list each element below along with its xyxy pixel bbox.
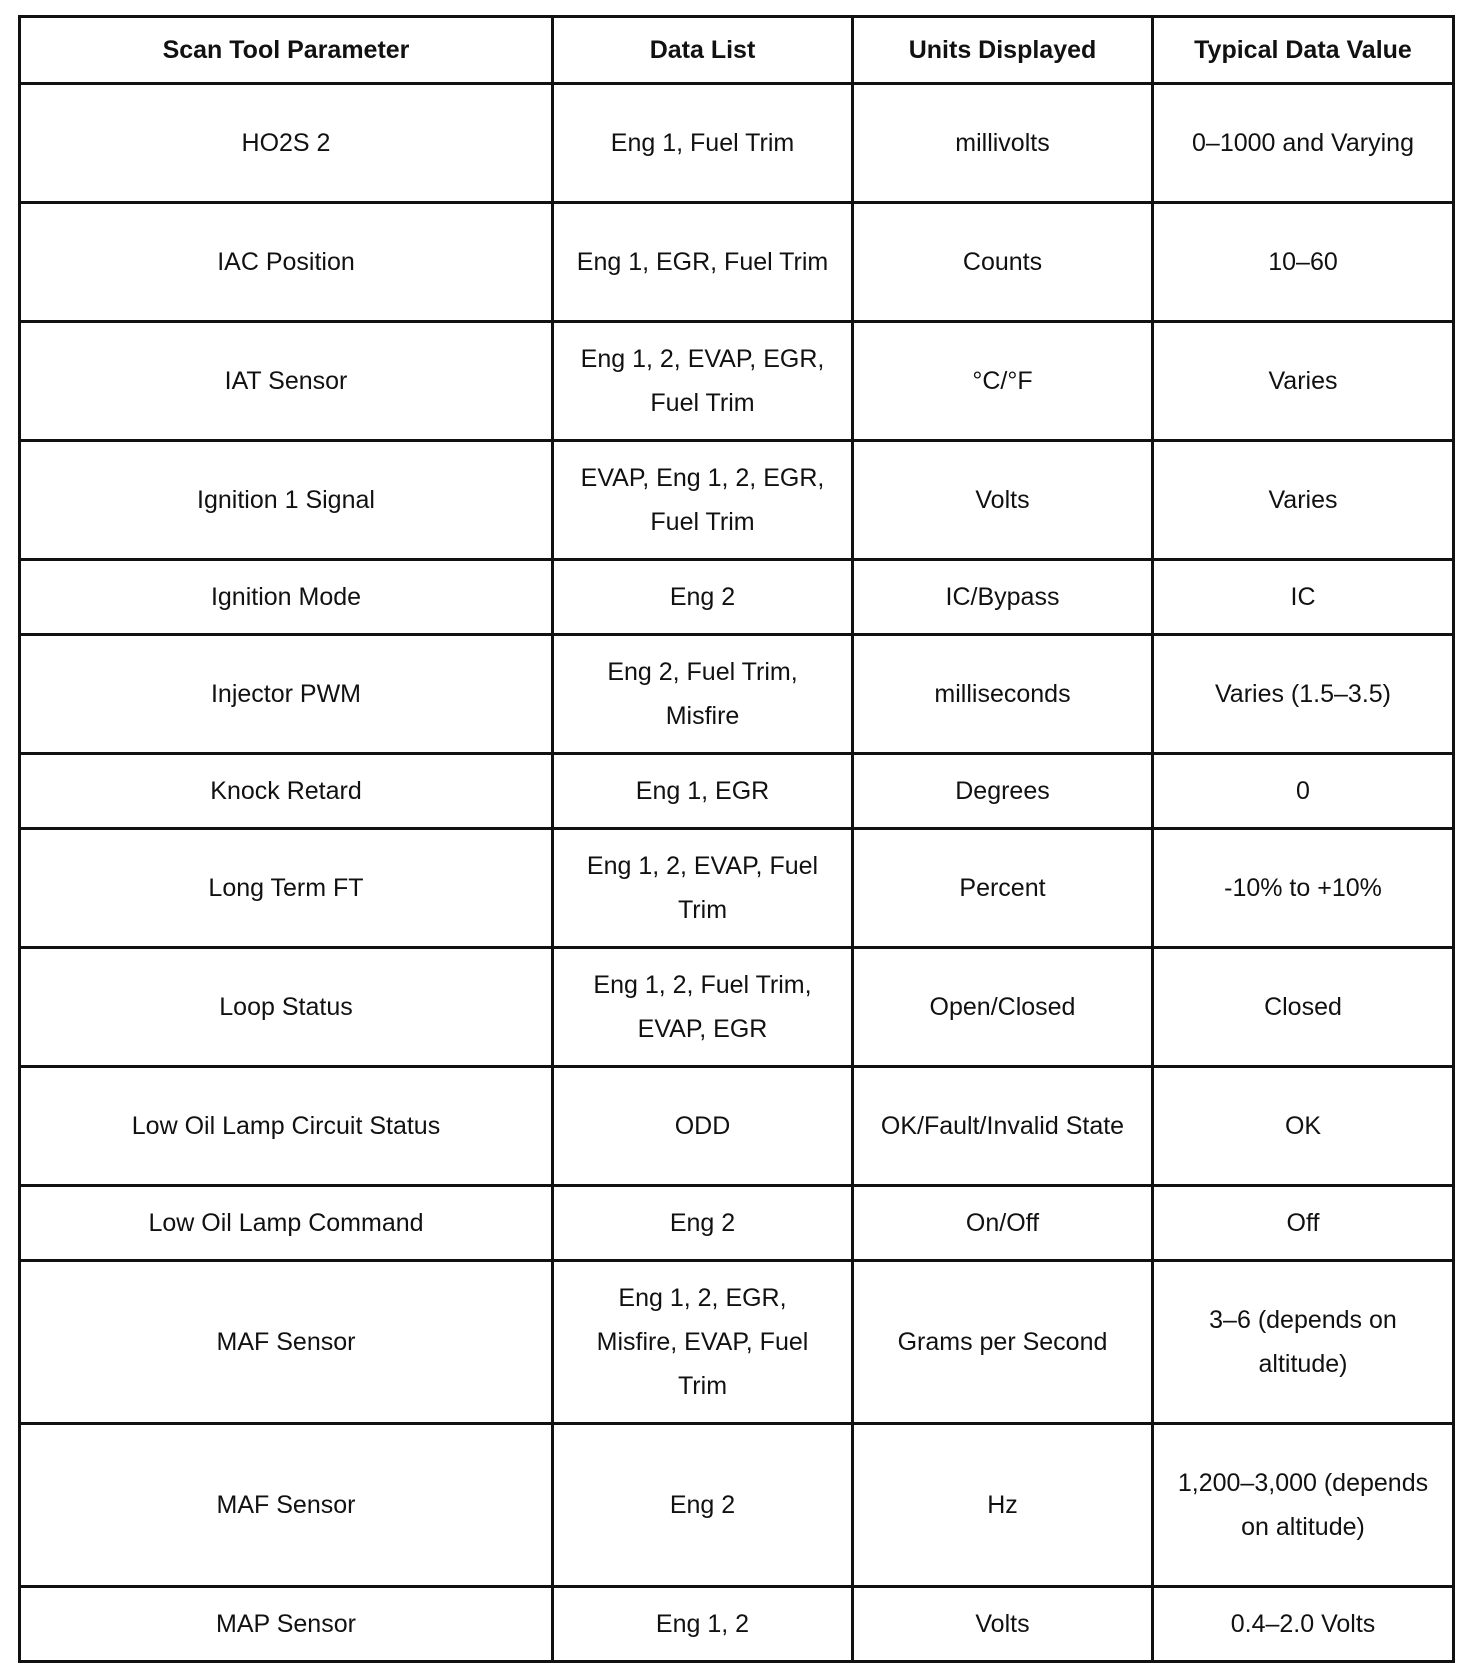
cell-units: Volts bbox=[853, 1587, 1153, 1662]
cell-data-list: ODD bbox=[553, 1067, 853, 1186]
cell-value: 10–60 bbox=[1153, 203, 1454, 322]
cell-value: Off bbox=[1153, 1186, 1454, 1261]
cell-parameter: Ignition 1 Signal bbox=[20, 441, 553, 560]
table-row bbox=[20, 203, 1454, 322]
cell-value: 3–6 (depends on altitude) bbox=[1153, 1261, 1454, 1424]
cell-units: milliseconds bbox=[853, 635, 1153, 754]
cell-parameter: Knock Retard bbox=[20, 754, 553, 829]
table-row bbox=[20, 635, 1454, 754]
cell-value: 0 bbox=[1153, 754, 1454, 829]
cell-value: 0.4–2.0 Volts bbox=[1153, 1587, 1454, 1662]
cell-units: On/Off bbox=[853, 1186, 1153, 1261]
cell-value: Closed bbox=[1153, 948, 1454, 1067]
cell-data-list: Eng 2 bbox=[553, 1424, 853, 1587]
table-header-row bbox=[20, 17, 1454, 84]
cell-value: -10% to +10% bbox=[1153, 829, 1454, 948]
cell-value: 0–1000 and Varying bbox=[1153, 84, 1454, 203]
cell-data-list: Eng 1, Fuel Trim bbox=[553, 84, 853, 203]
table-row bbox=[20, 84, 1454, 203]
cell-data-list: Eng 2, Fuel Trim, Misfire bbox=[553, 635, 853, 754]
cell-units: Hz bbox=[853, 1424, 1153, 1587]
cell-value: Varies bbox=[1153, 322, 1454, 441]
cell-units: millivolts bbox=[853, 84, 1153, 203]
cell-units: Percent bbox=[853, 829, 1153, 948]
cell-parameter: Long Term FT bbox=[20, 829, 553, 948]
cell-units: Volts bbox=[853, 441, 1153, 560]
cell-parameter: Injector PWM bbox=[20, 635, 553, 754]
cell-data-list: Eng 1, EGR bbox=[553, 754, 853, 829]
cell-data-list: Eng 2 bbox=[553, 1186, 853, 1261]
cell-parameter: MAF Sensor bbox=[20, 1424, 553, 1587]
cell-data-list: Eng 1, 2 bbox=[553, 1587, 853, 1662]
table-row bbox=[20, 829, 1454, 948]
cell-parameter: IAT Sensor bbox=[20, 322, 553, 441]
cell-value: IC bbox=[1153, 560, 1454, 635]
table-row bbox=[20, 441, 1454, 560]
table-row bbox=[20, 1067, 1454, 1186]
cell-units: OK/Fault/Invalid State bbox=[853, 1067, 1153, 1186]
cell-units: Grams per Second bbox=[853, 1261, 1153, 1424]
cell-data-list: Eng 1, 2, EGR, Misfire, EVAP, Fuel Trim bbox=[553, 1261, 853, 1424]
scan-tool-data-table bbox=[18, 15, 1455, 1663]
cell-parameter: Ignition Mode bbox=[20, 560, 553, 635]
header-scan-tool-parameter: Scan Tool Parameter bbox=[20, 17, 553, 84]
cell-parameter: MAP Sensor bbox=[20, 1587, 553, 1662]
cell-units: Degrees bbox=[853, 754, 1153, 829]
cell-parameter: Loop Status bbox=[20, 948, 553, 1067]
cell-data-list: Eng 2 bbox=[553, 560, 853, 635]
cell-parameter: IAC Position bbox=[20, 203, 553, 322]
cell-value: OK bbox=[1153, 1067, 1454, 1186]
cell-value: Varies (1.5–3.5) bbox=[1153, 635, 1454, 754]
cell-data-list: Eng 1, 2, EVAP, EGR, Fuel Trim bbox=[553, 322, 853, 441]
table-row bbox=[20, 1424, 1454, 1587]
cell-parameter: Low Oil Lamp Circuit Status bbox=[20, 1067, 553, 1186]
cell-data-list: EVAP, Eng 1, 2, EGR, Fuel Trim bbox=[553, 441, 853, 560]
cell-value: Varies bbox=[1153, 441, 1454, 560]
cell-data-list: Eng 1, 2, EVAP, Fuel Trim bbox=[553, 829, 853, 948]
cell-units: Open/Closed bbox=[853, 948, 1153, 1067]
cell-value: 1,200–3,000 (depends on altitude) bbox=[1153, 1424, 1454, 1587]
cell-data-list: Eng 1, 2, Fuel Trim, EVAP, EGR bbox=[553, 948, 853, 1067]
cell-parameter: HO2S 2 bbox=[20, 84, 553, 203]
table-row bbox=[20, 1261, 1454, 1424]
cell-units: °C/°F bbox=[853, 322, 1153, 441]
table-row bbox=[20, 1186, 1454, 1261]
table-row bbox=[20, 948, 1454, 1067]
header-units-displayed: Units Displayed bbox=[853, 17, 1153, 84]
table-row bbox=[20, 560, 1454, 635]
cell-parameter: Low Oil Lamp Command bbox=[20, 1186, 553, 1261]
table-row bbox=[20, 322, 1454, 441]
cell-parameter: MAF Sensor bbox=[20, 1261, 553, 1424]
header-data-list: Data List bbox=[553, 17, 853, 84]
cell-units: Counts bbox=[853, 203, 1153, 322]
cell-units: IC/Bypass bbox=[853, 560, 1153, 635]
table-row bbox=[20, 1587, 1454, 1662]
table-row bbox=[20, 754, 1454, 829]
header-typical-data-value: Typical Data Value bbox=[1153, 17, 1454, 84]
cell-data-list: Eng 1, EGR, Fuel Trim bbox=[553, 203, 853, 322]
